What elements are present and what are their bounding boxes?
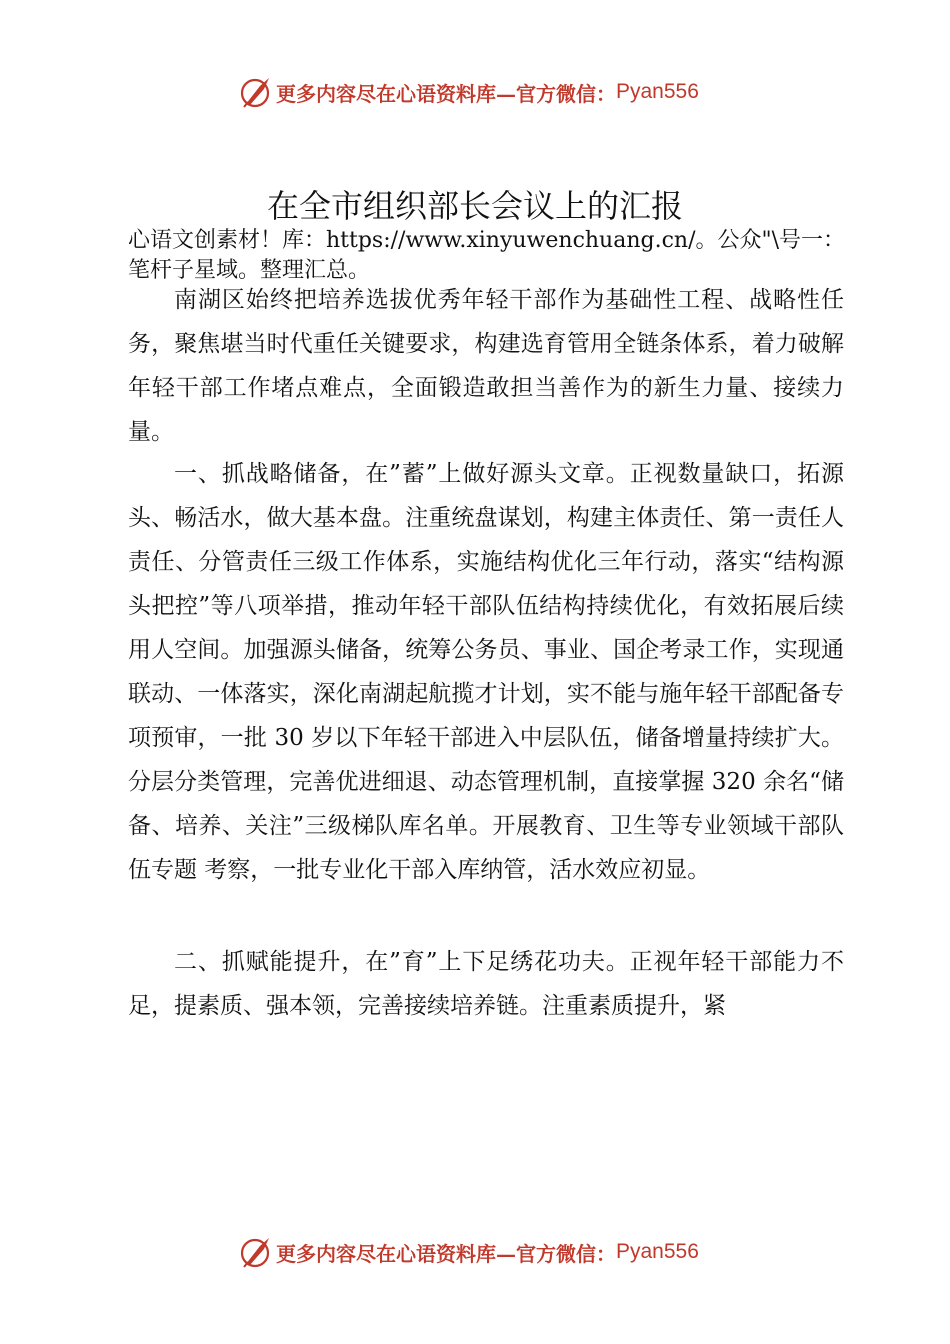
paragraph-section-one [128, 452, 844, 892]
banner-wechat-id: Pyan556 [616, 80, 699, 103]
quill-pen-icon [238, 74, 274, 110]
banner-wechat-id: Pyan556 [616, 1240, 699, 1263]
header-watermark-banner [238, 72, 699, 112]
document-title: 在全市组织部长会议上的汇报 [266, 187, 683, 225]
paragraph-text: 南湖区始终把培养选拔优秀年轻干部作为基础性工程、战略性任务，聚焦堪当时代重任关键要求，构建选育管用全链条体系，着力破解年轻干部工作堵点难点，全面锻造敢担当善作为的新生力量、接续力量。 [128, 287, 844, 445]
banner-text: 更多内容尽在心语资料库—官方微信： [276, 81, 616, 106]
paragraph-intro [128, 278, 844, 454]
paragraph-section-two [128, 940, 844, 1028]
quill-pen-icon [238, 1234, 274, 1270]
paragraph-text: 二、抓赋能提升，在”育”上下足绣花功夫。正视年轻干部能力不足，提素质、强本领，完善接续培养链。注重素质提升，紧 [128, 949, 844, 1019]
paragraph-text: 一、抓战略储备，在”蓄”上做好源头文章。正视数量缺口，拓源头、畅活水，做大基本盘。注重统盘谋划，构建主体责任、第一责任人责任、分管责任三级工作体系，实施结构优化三年行动，落实“结构源头把控”等八项举措，推动年轻干部队伍结构持续优化，有效拓展后续用人空间。加强源头储备，统筹公务员、事业、国企考录工作，实现通联动、一体落实，深化南湖起航揽才计划，实不能与施年轻干部配备专项预审，一批 30 岁以下年轻干部进入中层队伍，储备增量持续扩大。分层分类管理，完善优进细退、动态管理机制，直接掌握 320 余名“储备、培养、关注”三级梯队库名单。开展教育、卫生等专业领域干部队伍专题 考察，一批专业化干部入库纳管，活水效应初显。 [128, 461, 844, 883]
source-line: 心语文创素材！库：https://www.xinyuwenchuang.cn/。公众"\号一：笔杆子星域。整理汇总。 [128, 228, 846, 283]
banner-text: 更多内容尽在心语资料库—官方微信： [276, 1241, 616, 1266]
footer-watermark-banner [238, 1232, 699, 1272]
